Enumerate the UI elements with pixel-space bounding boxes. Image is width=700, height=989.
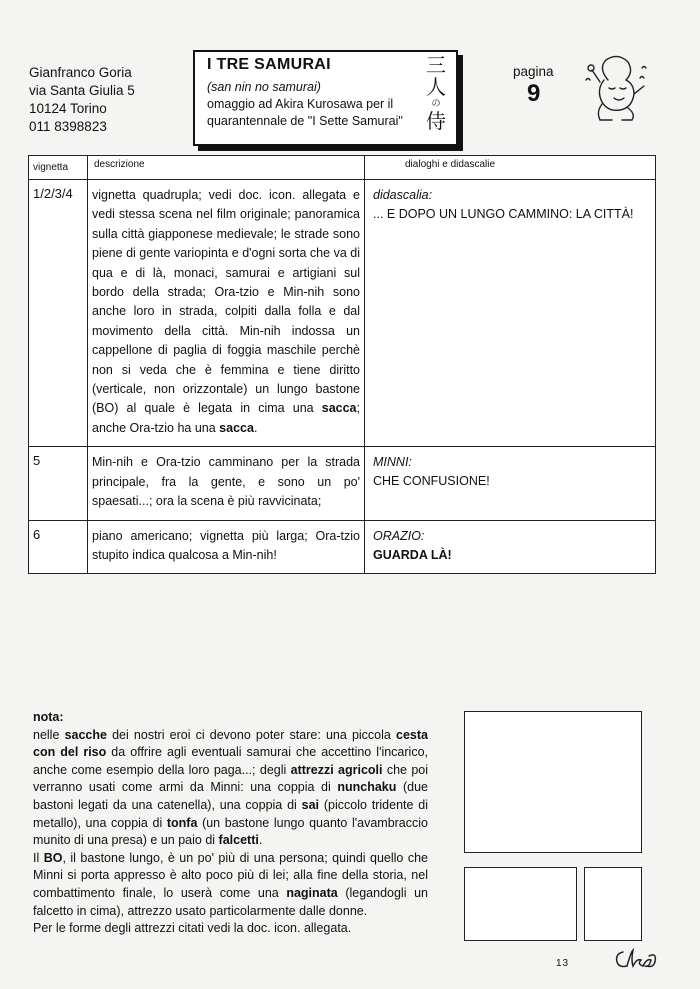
- author-city: 10124 Torino: [29, 101, 107, 116]
- layout-panel-small-left: [464, 867, 577, 941]
- note-paragraph: [33, 850, 428, 920]
- note-text: (legandogli un falcetto in cima), attrezzo usato particolarmente dalle donne.: [33, 885, 428, 918]
- note-text: nelle: [33, 727, 65, 742]
- author-phone: 011 8398823: [29, 119, 107, 134]
- title-box: [193, 50, 458, 146]
- panel-number: 5: [29, 447, 88, 520]
- dialogue-speaker: MINNI:: [373, 455, 412, 470]
- note-text: Il: [33, 850, 44, 865]
- kanji-char: 人: [426, 75, 446, 99]
- panel-dialogue: [365, 447, 656, 520]
- story-title: I TRE SAMURAI: [207, 56, 331, 73]
- note-text: (due bastoni legati da una catenella), una coppia di: [33, 780, 428, 812]
- note-paragraph: Per le forme degli attrezzi citati vedi la doc. icon. allegata.: [33, 921, 352, 936]
- note-bold: nunchaku: [337, 780, 397, 795]
- note-title: nota:: [33, 710, 64, 724]
- script-table: [28, 155, 656, 574]
- note-bold: falcetti: [218, 833, 259, 848]
- note-text: che poi verranno usati come armi da Minni: una coppia di: [33, 762, 429, 795]
- column-header-dialoghi: dialoghi e didascalie: [365, 156, 656, 180]
- homage-text: [207, 96, 412, 130]
- layout-panel-large: [464, 711, 642, 853]
- note-bold: sai: [301, 797, 320, 812]
- author-name: Gianfranco Goria: [29, 65, 132, 80]
- note-paragraph: [33, 727, 428, 850]
- folio-number: 13: [556, 958, 570, 969]
- table-header-row: [29, 156, 656, 180]
- dialogue-line: ... E DOPO UN LUNGO CAMMINO: LA CITTÀ!: [373, 207, 634, 221]
- page-label: pagina: [513, 64, 554, 79]
- description-text: .: [253, 420, 258, 435]
- note-bold: naginata: [286, 885, 338, 900]
- panel-dialogue: [365, 520, 656, 574]
- description-text: ; anche Ora-tzio ha una: [92, 401, 360, 435]
- author-street: via Santa Giulia 5: [29, 83, 135, 98]
- note-bold: attrezzi agricoli: [290, 762, 383, 777]
- table-row: [29, 447, 656, 520]
- note-text: (piccolo tridente di metallo), una coppia di: [33, 797, 428, 830]
- kanji-char: の: [431, 99, 441, 109]
- panel-description: [88, 180, 365, 447]
- dialogue-line: CHE CONFUSIONE!: [373, 474, 490, 489]
- note-bold: cesta con del riso: [33, 727, 428, 760]
- panel-number: 1/2/3/4: [29, 180, 88, 447]
- dialogue-speaker: didascalia:: [373, 188, 433, 202]
- note-text: dei nostri eroi ci devono poter stare: una piccola: [106, 727, 397, 742]
- note-bold: BO: [43, 850, 63, 865]
- note-block: [33, 709, 428, 938]
- kanji-title: [421, 54, 451, 132]
- table-row: [29, 180, 656, 447]
- note-bold: sacche: [64, 727, 107, 742]
- panel-description: piano americano; vignetta più larga; Ora-tzio stupito indica qualcosa a Min-nih!: [88, 520, 365, 574]
- panel-description: Min-nih e Ora-tzio camminano per la strada principale, fra la gente, e sono un po' spaesati...; ora la scena è più ravvicinata;: [88, 447, 365, 520]
- layout-panel-small-right: [584, 867, 642, 941]
- author-block: [29, 64, 135, 136]
- kanji-char: 三: [426, 53, 446, 77]
- dialogue-line: GUARDA LÀ!: [373, 547, 452, 562]
- description-text: vignetta quadrupla; vedi doc. icon. allegata e vedi stessa scena nel film originale; panoramica sulla città giapponese medievale; le strade sono piene di gente variopinta e d'ogni sorta che va di qua e di là, monaci, samurai e artigiani sul bordo della strada; Ora-tzio e Min-nih sono anche loro in strada, colpiti dalla folla e dal movimento della città. Min-nih indossa un cappellone di paglia di foggia maschile perchè non si veda che è femmina e tiene diritto (verticale, non orizzontale) un lungo bastone (BO) al quale è legata in cima una: [92, 188, 360, 416]
- homage-line-2: quarantennale de "I Sette Samurai": [207, 114, 403, 128]
- page-number: 9: [527, 80, 541, 107]
- column-header-vignetta: vignetta: [29, 156, 88, 180]
- panel-dialogue: [365, 180, 656, 447]
- note-text: (un bastone lungo quanto l'avambraccio munito di una presa) e un paio di: [33, 815, 428, 848]
- homage-line-1: omaggio ad Akira Kurosawa per il: [207, 97, 394, 111]
- mascot-drawing-icon: [578, 50, 658, 125]
- kanji-char: 侍: [426, 109, 446, 133]
- story-subtitle: (san nin no samurai): [207, 80, 321, 94]
- note-bold: tonfa: [166, 815, 198, 830]
- description-bold: sacca: [219, 420, 254, 435]
- signature-icon: [613, 944, 659, 972]
- dialogue-speaker: ORAZIO:: [373, 528, 425, 543]
- note-text: , il bastone lungo, è un po' più di una persona; quindi quello che Minni si porta appresso è alto poco più di lei; alla fine della storia, nel combattimento finale, lo userà come una: [33, 850, 428, 900]
- table-row: [29, 520, 656, 574]
- note-text: da offrire agli eventuali samurai che accettino l'incarico, anche come esempio della loro paga...; degli: [33, 745, 429, 777]
- description-bold: sacca: [321, 401, 357, 416]
- column-header-descrizione: descrizione: [88, 156, 365, 180]
- panel-number: 6: [29, 520, 88, 574]
- note-text: .: [258, 833, 263, 848]
